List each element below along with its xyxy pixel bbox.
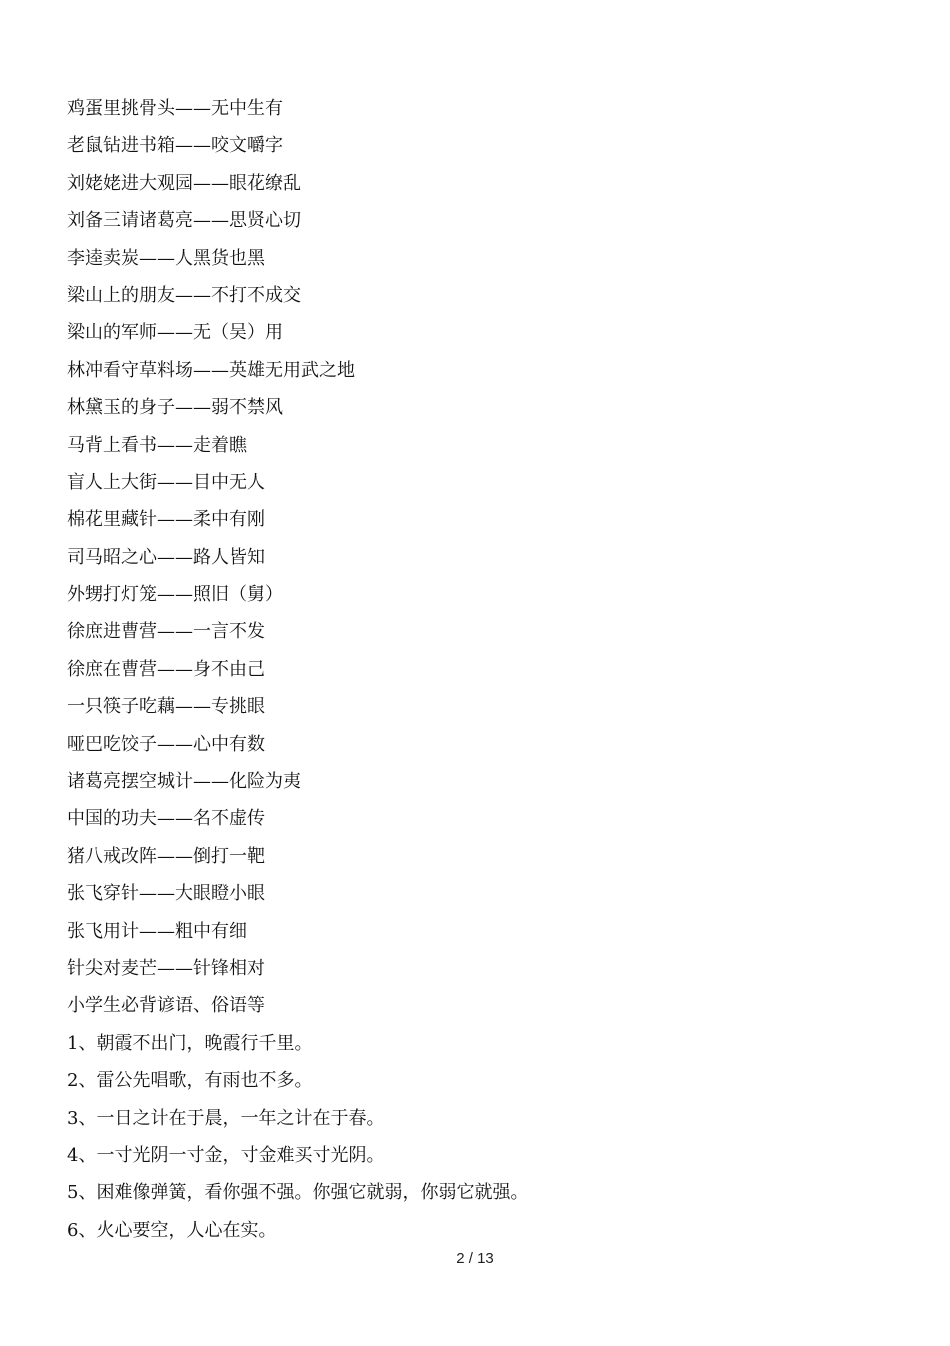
text-line: 司马昭之心——路人皆知 [67, 546, 265, 568]
text-line: 针尖对麦芒——针锋相对 [67, 957, 265, 979]
text-line: 猪八戒改阵——倒打一靶 [67, 845, 265, 867]
text-lines [67, 90, 887, 1249]
proverb-item: 4、一寸光阴一寸金，寸金难买寸光阴。 [67, 1144, 385, 1166]
text-line: 诸葛亮摆空城计——化险为夷 [67, 771, 301, 793]
text-line: 李逵卖炭——人黑货也黑 [67, 247, 265, 269]
proverb-item: 5、困难像弹簧，看你强不强。你强它就弱，你弱它就强。 [67, 1182, 529, 1204]
text-line: 林黛玉的身子——弱不禁风 [67, 397, 283, 419]
text-line: 一只筷子吃藕——专挑眼 [67, 696, 265, 718]
text-line: 梁山的军师——无（吴）用 [67, 322, 283, 344]
text-line: 徐庶进曹营——一言不发 [67, 621, 265, 643]
section-heading: 小学生必背谚语、俗语等 [67, 995, 265, 1017]
text-line: 鸡蛋里挑骨头——无中生有 [67, 98, 283, 119]
text-line: 哑巴吃饺子——心中有数 [67, 733, 265, 755]
text-line: 张飞用计——粗中有细 [67, 920, 247, 942]
text-line: 刘备三请诸葛亮——思贤心切 [67, 210, 301, 232]
text-line: 刘姥姥进大观园——眼花缭乱 [67, 172, 301, 194]
text-line: 梁山上的朋友——不打不成交 [67, 284, 301, 306]
proverb-item: 2、雷公先唱歌，有雨也不多。 [67, 1070, 313, 1092]
page-number: 2 / 13 [456, 1250, 494, 1267]
text-line: 张飞穿针——大眼瞪小眼 [67, 883, 265, 905]
text-line: 棉花里藏针——柔中有刚 [67, 509, 265, 531]
text-line: 林冲看守草料场——英雄无用武之地 [67, 359, 355, 381]
text-line: 外甥打灯笼——照旧（舅） [67, 584, 283, 606]
proverb-item: 3、一日之计在于晨，一年之计在于春。 [67, 1107, 385, 1129]
text-line: 老鼠钻进书箱——咬文嚼字 [67, 135, 283, 157]
proverb-item: 6、火心要空，人心在实。 [67, 1219, 277, 1241]
text-line: 徐庶在曹营——身不由己 [67, 658, 265, 680]
text-line: 盲人上大街——目中无人 [67, 471, 265, 493]
proverb-item: 1、朝霞不出门，晚霞行千里。 [67, 1032, 313, 1054]
text-line: 中国的功夫——名不虚传 [67, 808, 265, 830]
text-line: 马背上看书——走着瞧 [67, 434, 247, 456]
